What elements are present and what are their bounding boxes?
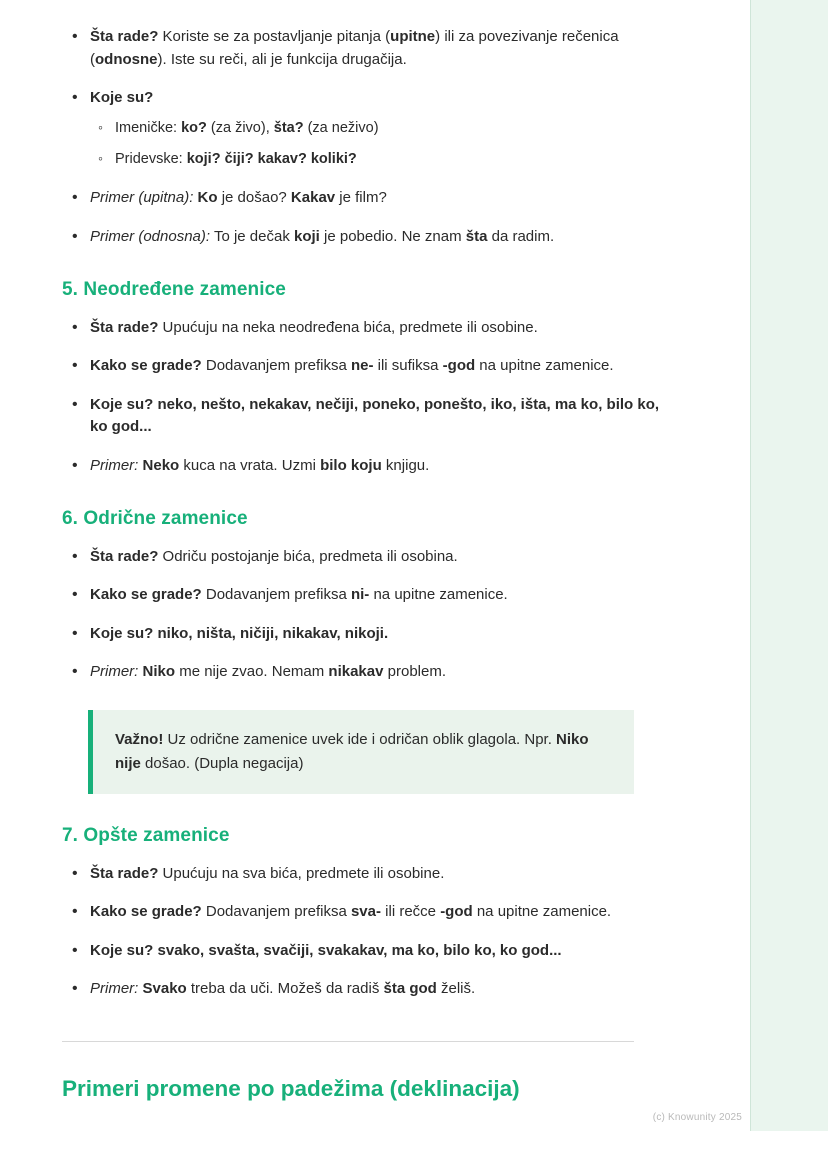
- text-run: Primer (upitna):: [90, 189, 194, 206]
- text-run: ili sufiksa: [373, 357, 443, 375]
- text-run: (za neživo): [303, 119, 379, 136]
- text-run: Niko: [142, 663, 176, 681]
- list-item: [62, 187, 662, 210]
- bullet-list: [62, 317, 662, 478]
- text-run: Uz odrične zamenice uvek ide i odričan oblik glagola. Npr.: [163, 730, 557, 748]
- list-item: [62, 26, 662, 71]
- text-run: ne-: [350, 357, 374, 375]
- text-run: Važno!: [115, 730, 164, 748]
- text-run: Kakav: [290, 189, 336, 206]
- text-run: sva-: [350, 903, 381, 921]
- text-run: Šta rade?: [90, 28, 159, 45]
- text-run: ko?: [181, 119, 207, 136]
- text-run: Imeničke:: [115, 119, 182, 136]
- text-run: -god: [440, 903, 473, 921]
- list-item: [62, 863, 662, 886]
- text-run: Koje su? svako, svašta, svačiji, svakakav, ma ko, bilo ko, ko god...: [90, 941, 562, 959]
- text-run: Kako se grade?: [90, 903, 202, 921]
- text-run: Niko nije: [115, 730, 589, 772]
- text-run: odnosne: [95, 50, 158, 68]
- text-run: ili rečce: [381, 903, 441, 921]
- text-run: Koje su? niko, ništa, ničiji, nikakav, nikoji.: [90, 624, 389, 642]
- text-run: na upitne zamenice.: [475, 357, 614, 375]
- list-item: [62, 901, 662, 924]
- text-run: je došao?: [217, 189, 291, 206]
- text-run: Kako se grade?: [90, 586, 202, 604]
- list-item: [62, 355, 662, 378]
- section-heading: 7. Opšte zamenice: [62, 824, 230, 846]
- text-run: Šta rade?: [90, 547, 159, 565]
- text-run: treba da uči. Možeš da radiš: [186, 980, 384, 998]
- text-run: kuca na vrata. Uzmi: [179, 456, 321, 474]
- text-run: došao. (Dupla negacija): [140, 754, 304, 772]
- text-run: želiš.: [436, 980, 476, 998]
- text-run: Koje su?: [90, 89, 154, 106]
- right-side-strip: [750, 0, 828, 1131]
- text-run: na upitne zamenice.: [472, 903, 612, 921]
- text-run: šta: [465, 227, 488, 245]
- page-bottom-bar: [0, 1131, 828, 1171]
- text-run: ni-: [350, 586, 370, 604]
- text-run: Dodavanjem prefiksa: [201, 586, 351, 604]
- list-item: [62, 940, 662, 963]
- list-item: [62, 661, 662, 684]
- sub-list-item: [90, 118, 662, 140]
- text-run: Primer:: [90, 456, 139, 474]
- text-run: nikakav: [328, 663, 384, 681]
- text-run: Dodavanjem prefiksa: [201, 903, 351, 921]
- text-run: šta?: [273, 119, 304, 136]
- text-run: Koje su? neko, nešto, nekakav, nečiji, poneko, ponešto, iko, išta, ma ko, bilo ko, ko god...: [90, 395, 660, 436]
- text-run: Primer:: [90, 980, 139, 998]
- document-content: [62, 26, 662, 1103]
- text-run: Upućuju na neka neodređena bića, predmete ili osobine.: [158, 318, 538, 336]
- text-run: Neko: [142, 456, 180, 474]
- text-run: je film?: [335, 189, 387, 206]
- list-item: [62, 226, 662, 249]
- closing-title: Primeri promene po padežima (deklinacija): [62, 1075, 520, 1101]
- section-divider: [62, 1041, 634, 1042]
- text-run: ) ili za povezivanje rečenica (: [90, 28, 619, 68]
- list-item: [62, 394, 662, 439]
- list-item: [62, 546, 662, 569]
- text-run: To je dečak: [210, 227, 294, 245]
- text-run: Primer (odnosna):: [90, 227, 211, 245]
- text-run: upitne: [390, 28, 436, 45]
- text-run: šta god: [383, 980, 437, 998]
- text-run: Odriču postojanje bića, predmeta ili osobina.: [158, 547, 458, 565]
- list-item: [62, 455, 662, 478]
- list-item: [62, 623, 662, 646]
- section-heading: 6. Odrične zamenice: [62, 508, 248, 530]
- important-callout: [88, 710, 634, 794]
- bullet-list: [62, 546, 662, 684]
- text-run: Svako: [142, 980, 187, 998]
- text-run: -god: [442, 357, 476, 375]
- watermark-text: (c) Knowunity 2025: [652, 1112, 742, 1123]
- section-heading: 5. Neodređene zamenice: [62, 279, 286, 300]
- text-run: Dodavanjem prefiksa: [201, 357, 351, 375]
- text-run: me nije zvao. Nemam: [175, 663, 329, 681]
- text-run: Pridevske:: [115, 151, 187, 168]
- text-run: koji: [294, 227, 320, 245]
- text-run: Ko: [197, 189, 218, 206]
- bullet-list: [62, 863, 662, 1001]
- sub-list-item: [90, 149, 662, 171]
- text-run: (za živo),: [206, 119, 274, 136]
- text-run: koji? čiji? kakav? koliki?: [186, 151, 357, 168]
- text-run: ). Iste su reči, ali je funkcija drugačija.: [157, 50, 407, 68]
- text-run: Upućuju na sva bića, predmete ili osobine.: [158, 864, 445, 882]
- list-item: [62, 87, 662, 171]
- text-run: da radim.: [487, 227, 555, 245]
- text-run: bilo koju: [320, 456, 382, 474]
- text-run: knjigu.: [381, 456, 430, 474]
- list-item: [62, 317, 662, 340]
- sub-bullet-list: [90, 118, 662, 172]
- list-item: [62, 584, 662, 607]
- text-run: Primer:: [90, 663, 139, 681]
- text-run: Koriste se za postavljanje pitanja (: [158, 28, 391, 45]
- bullet-list: [62, 26, 662, 248]
- text-run: problem.: [383, 663, 446, 681]
- page-left-margin: [0, 0, 38, 1131]
- text-run: na upitne zamenice.: [369, 586, 508, 604]
- list-item: [62, 978, 662, 1001]
- text-run: je pobedio. Ne znam: [319, 227, 466, 245]
- text-run: Kako se grade?: [90, 357, 202, 375]
- text-run: Šta rade?: [90, 318, 159, 336]
- text-run: Šta rade?: [90, 864, 159, 882]
